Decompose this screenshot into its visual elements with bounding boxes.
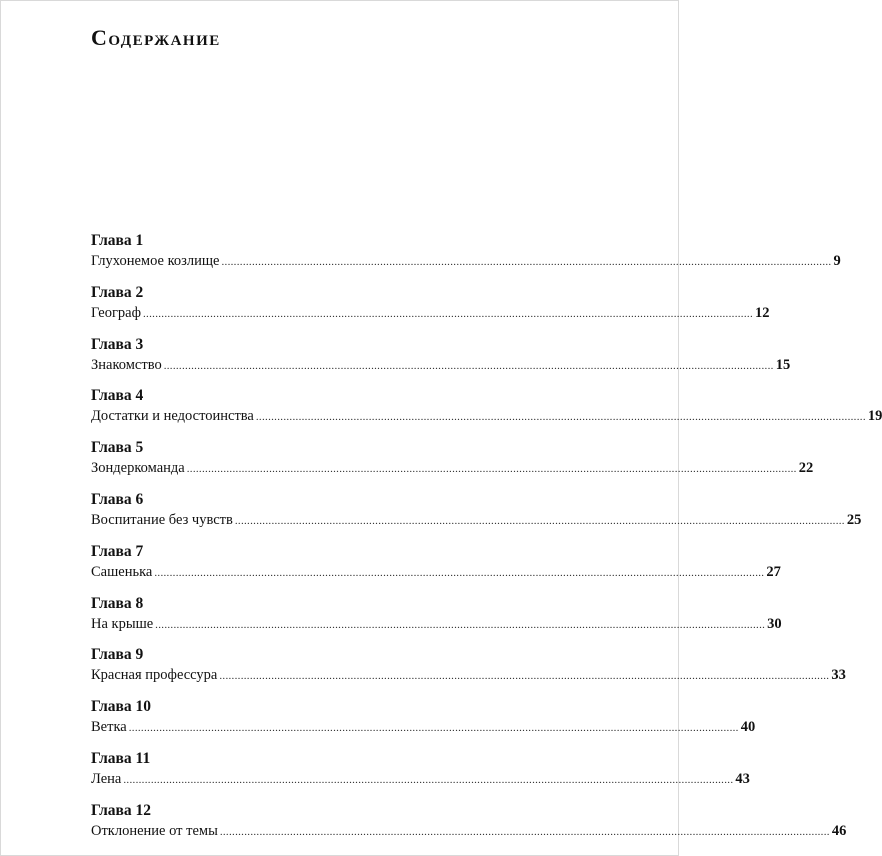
page-number: 12: [755, 304, 770, 321]
dot-leader: ........................................................................................................................................................................................................: [143, 307, 753, 320]
toc-entry: [91, 749, 750, 801]
dot-leader: ........................................................................................................................................................................................................: [155, 618, 766, 631]
toc-entry: [91, 335, 791, 387]
chapter-label: Глава 10: [91, 698, 152, 716]
page-number: 9: [833, 253, 841, 269]
page-number: 46: [831, 822, 847, 839]
toc-entry: [91, 542, 781, 594]
chapter-label: Глава 5: [91, 439, 144, 457]
page-title: Содержание: [91, 25, 221, 50]
chapter-title: Красная профессура: [91, 667, 218, 684]
chapter-label: Глава 6: [91, 490, 144, 508]
page-number: 25: [846, 511, 862, 528]
chapter-title: Зондеркоманда: [91, 460, 185, 477]
chapter-label: Глава 4: [91, 387, 144, 405]
dot-leader: ........................................................................................................................................................................................................: [234, 514, 845, 527]
chapter-title: Достатки и недостоинства: [91, 408, 254, 425]
dot-leader: ........................................................................................................................................................................................................: [154, 566, 765, 579]
chapter-label: Глава 9: [91, 646, 144, 664]
page-number: 33: [831, 667, 846, 684]
chapter-link[interactable]: [91, 406, 882, 427]
toc-entry: [91, 490, 862, 542]
chapter-title: На крыше: [91, 615, 154, 632]
chapter-link[interactable]: [91, 614, 782, 635]
page-number: 22: [798, 460, 814, 477]
toc-entry: [91, 697, 756, 749]
toc-entry: [91, 283, 770, 335]
dot-leader: ........................................................................................................................................................................................................: [255, 411, 866, 424]
toc-entry: [91, 231, 841, 283]
chapter-title: Географ: [91, 304, 141, 321]
chapter-title: Знакомство: [91, 356, 162, 373]
chapter-link[interactable]: [91, 510, 862, 531]
chapter-title: Лена: [91, 770, 122, 787]
page-number: 30: [767, 615, 782, 632]
toc-entry: [91, 386, 882, 438]
chapter-title: Воспитание без чувств: [91, 511, 233, 528]
chapter-title: Ветка: [91, 719, 127, 736]
page-number: 19: [867, 408, 882, 425]
chapter-link[interactable]: [91, 769, 750, 790]
dot-leader: ........................................................................................................................................................................................................: [221, 256, 832, 268]
page-number: 15: [775, 356, 791, 373]
chapter-link[interactable]: [91, 717, 756, 738]
chapter-label: Глава 3: [91, 335, 144, 353]
toc-entry: [91, 594, 782, 646]
dot-leader: ........................................................................................................................................................................................................: [163, 359, 774, 372]
chapter-title: Сашенька: [91, 563, 153, 580]
chapter-title: Отклонение от темы: [91, 822, 218, 839]
chapter-link[interactable]: [91, 355, 791, 376]
chapter-link[interactable]: [91, 562, 781, 583]
page-number: 43: [735, 770, 750, 787]
chapter-label: Глава 11: [91, 749, 151, 767]
table-of-contents: [91, 231, 882, 853]
dot-leader: ........................................................................................................................................................................................................: [128, 722, 739, 735]
chapter-label: Глава 8: [91, 594, 144, 612]
chapter-link[interactable]: [91, 303, 770, 324]
chapter-label: Глава 7: [91, 542, 144, 560]
chapter-link[interactable]: [91, 458, 814, 479]
toc-entry: [91, 645, 846, 697]
chapter-label: Глава 2: [91, 283, 144, 301]
dot-leader: ........................................................................................................................................................................................................: [219, 825, 830, 838]
toc-entry: [91, 438, 814, 490]
dot-leader: ........................................................................................................................................................................................................: [219, 670, 830, 683]
toc-entry: [91, 801, 847, 853]
chapter-link[interactable]: [91, 821, 847, 842]
dot-leader: ........................................................................................................................................................................................................: [123, 773, 734, 786]
dot-leader: ........................................................................................................................................................................................................: [186, 463, 797, 476]
chapter-label: Глава 12: [91, 801, 152, 819]
chapter-label: Глава 1: [91, 232, 144, 249]
page-number: 27: [766, 563, 781, 580]
chapter-title: Глухонемое козлище: [91, 253, 220, 269]
chapter-link[interactable]: [91, 251, 841, 272]
chapter-link[interactable]: [91, 665, 846, 686]
page-number: 40: [740, 719, 756, 736]
